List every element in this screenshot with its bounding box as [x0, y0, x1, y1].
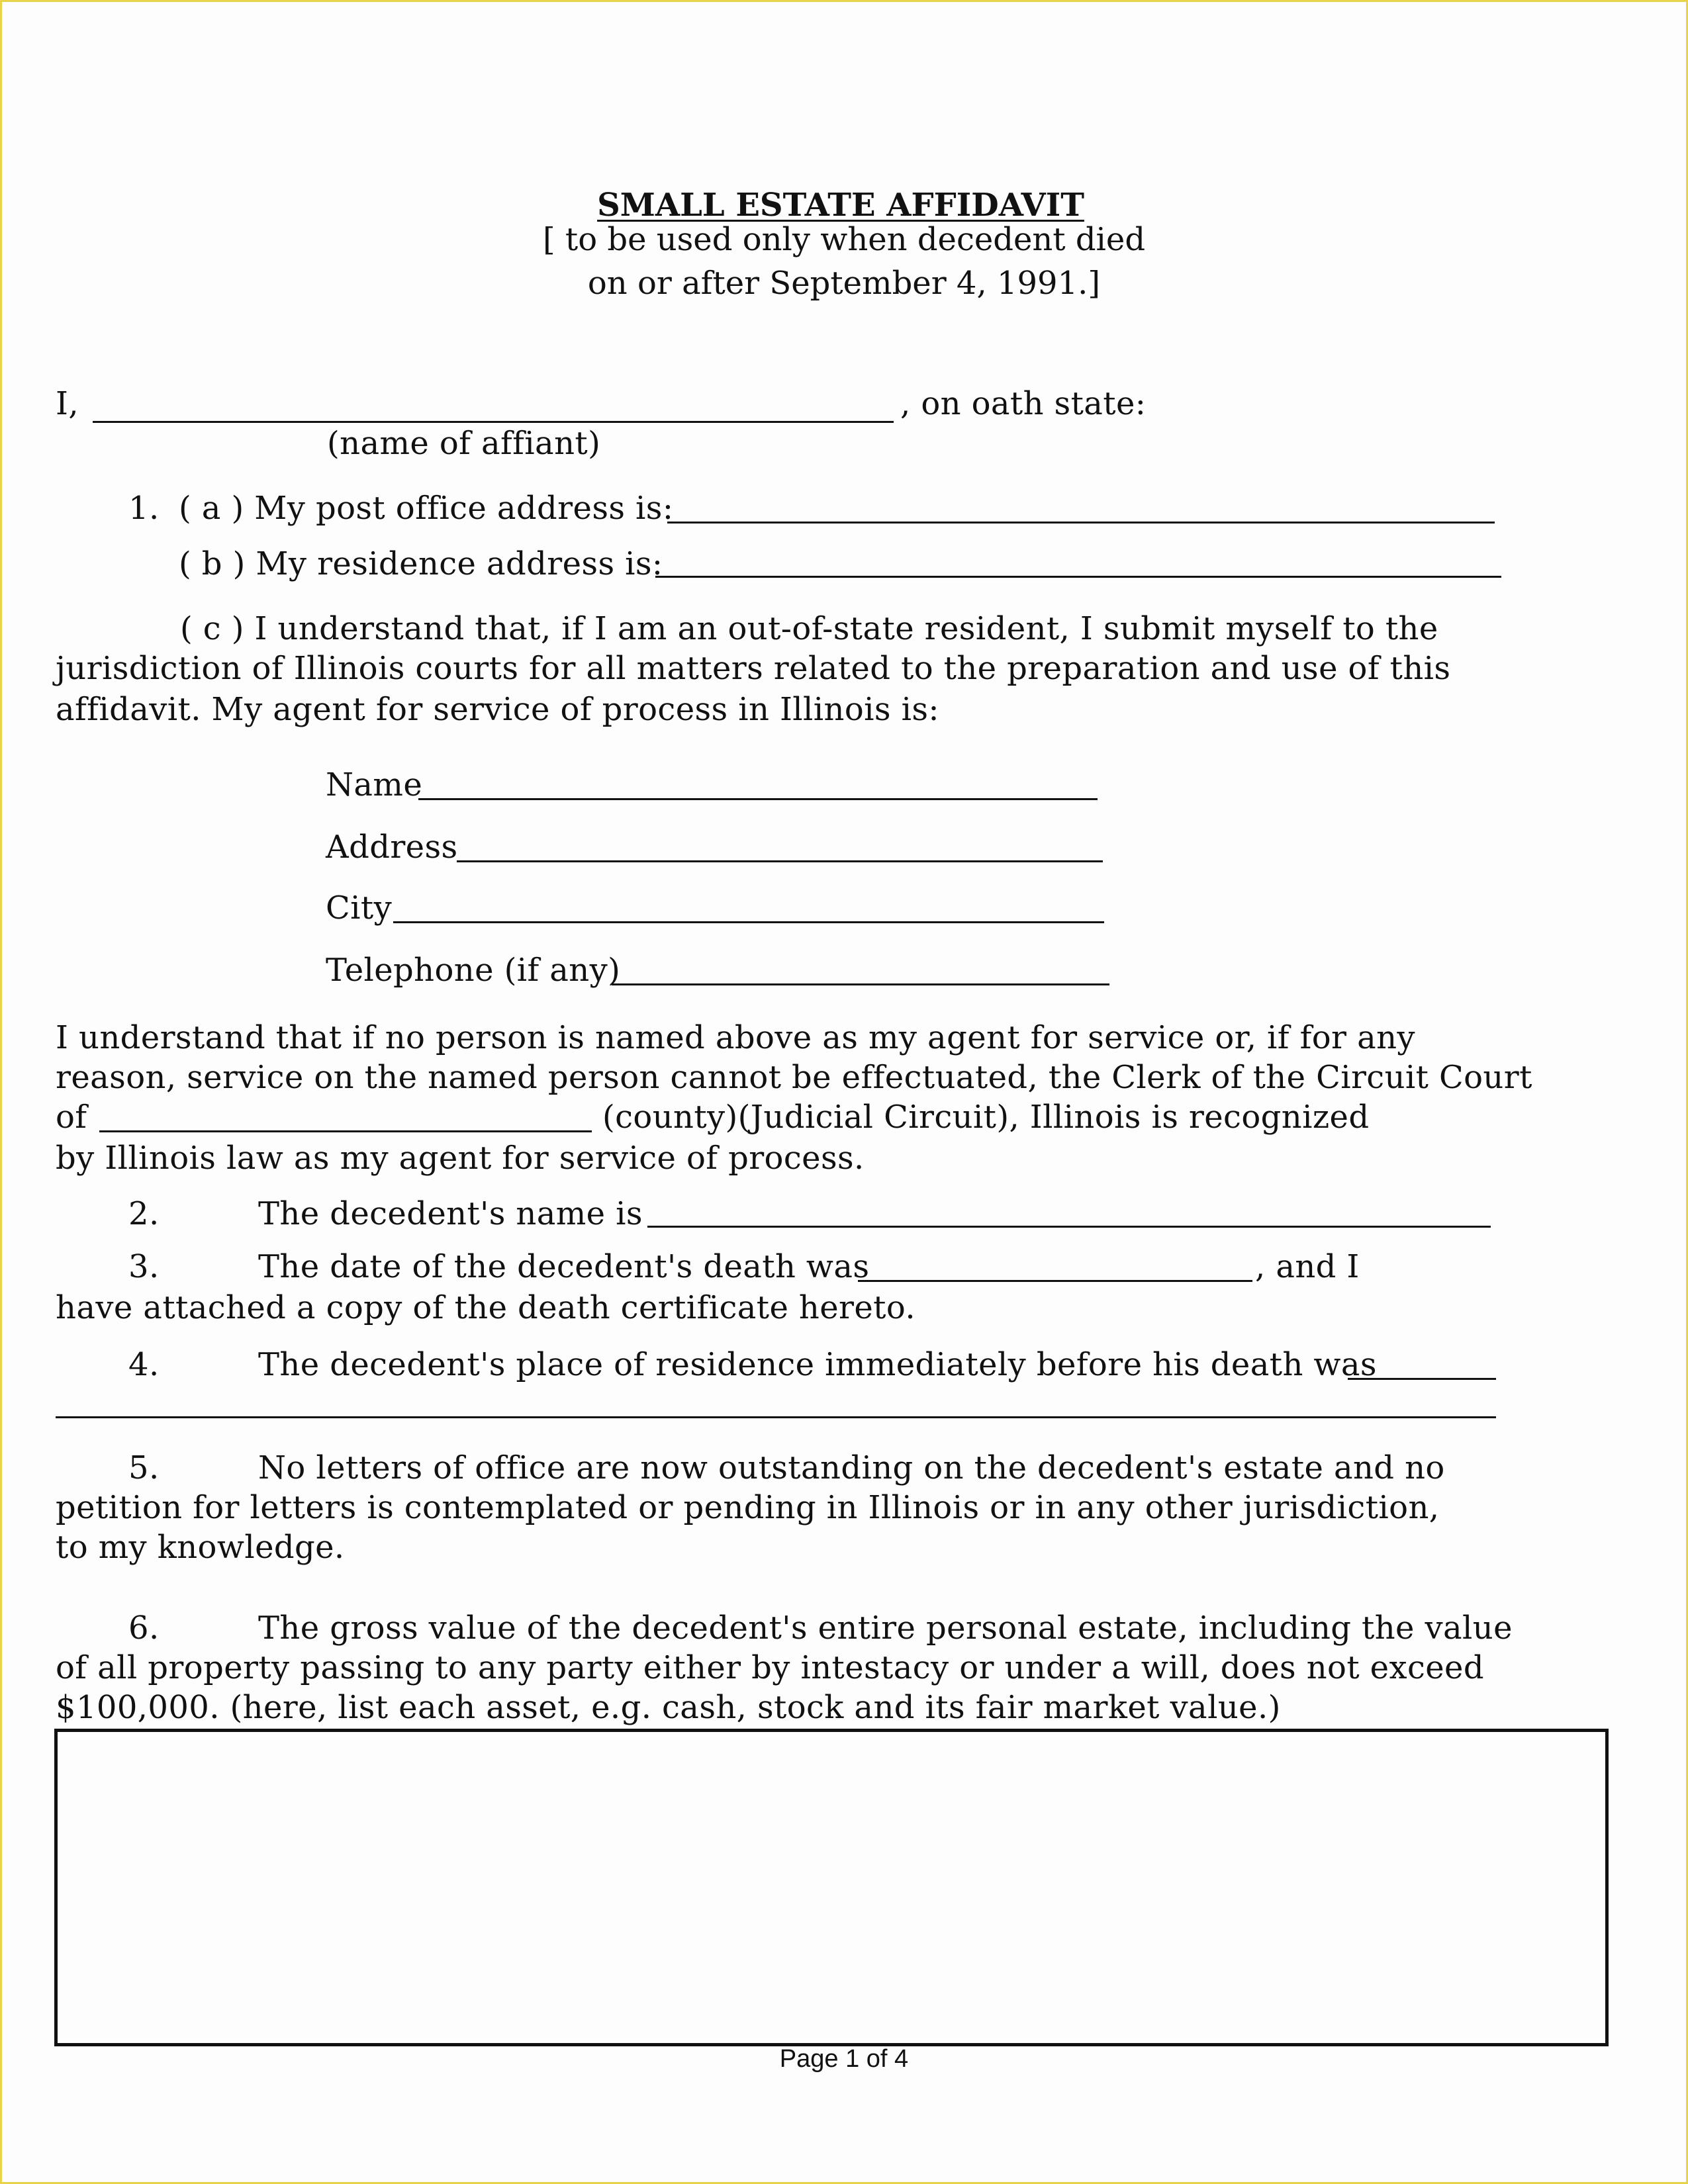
clerk-line-3-prefix: of — [56, 1099, 87, 1136]
item5-line-3: to my knowledge. — [56, 1529, 345, 1566]
agent-city-field[interactable] — [393, 921, 1104, 923]
decedent-name-field[interactable] — [647, 1226, 1491, 1228]
item2-number: 2. — [128, 1195, 160, 1232]
item1c-line-2: jurisdiction of Illinois courts for all matters related to the preparation and use of this — [56, 650, 1451, 687]
agent-address-label: Address — [326, 829, 458, 866]
item1c-line-3: affidavit. My agent for service of process in Illinois is: — [56, 691, 939, 728]
item5-line-1: No letters of office are now outstanding on the decedent's estate and no — [258, 1449, 1445, 1486]
document-title — [0, 187, 1681, 224]
item5-number: 5. — [128, 1449, 160, 1486]
item3-line-2: have attached a copy of the death certificate hereto. — [56, 1289, 915, 1326]
item3-number: 3. — [128, 1248, 160, 1285]
residence-field-line-2[interactable] — [56, 1416, 1496, 1418]
agent-city-label: City — [326, 889, 393, 927]
item1b-label: ( b ) My residence address is: — [179, 545, 663, 582]
subtitle-line-2: on or after September 4, 1991.] — [587, 265, 1101, 302]
asset-list-box[interactable] — [54, 1729, 1609, 2046]
affiant-prefix: I, — [56, 385, 79, 422]
item3-suffix: , and I — [1255, 1248, 1360, 1285]
agent-name-field[interactable] — [418, 798, 1098, 800]
agent-telephone-field[interactable] — [612, 983, 1109, 985]
clerk-line-3-suffix: (county)(Judicial Circuit), Illinois is recognized — [602, 1099, 1370, 1136]
affiant-name-field[interactable] — [93, 421, 894, 423]
item4-text: The decedent's place of residence immediately before his death was — [258, 1346, 1377, 1383]
item1-number: 1. — [128, 490, 160, 527]
agent-name-label: Name — [326, 766, 423, 803]
item6-line-3: $100,000. (here, list each asset, e.g. cash, stock and its fair market value.) — [56, 1689, 1281, 1726]
item6-line-1: The gross value of the decedent's entire personal estate, including the value — [258, 1610, 1513, 1647]
document-title-text: SMALL ESTATE AFFIDAVIT — [597, 187, 1084, 224]
item6-number: 6. — [128, 1610, 160, 1647]
clerk-line-4: by Illinois law as my agent for service of process. — [56, 1140, 865, 1177]
subtitle-line-1: [ to be used only when decedent died — [542, 221, 1146, 258]
post-office-address-field[interactable] — [667, 522, 1495, 523]
clerk-line-1: I understand that if no person is named above as my agent for service or, if for any — [56, 1019, 1415, 1056]
item4-number: 4. — [128, 1346, 160, 1383]
item1c-line-1: ( c ) I understand that, if I am an out-of-state resident, I submit myself to the — [180, 610, 1438, 647]
affiant-caption: (name of affiant) — [327, 425, 601, 462]
item5-line-2: petition for letters is contemplated or pending in Illinois or in any other jurisdiction, — [56, 1489, 1440, 1526]
residence-address-field[interactable] — [655, 576, 1501, 578]
agent-telephone-label: Telephone (if any) — [326, 952, 621, 989]
affiant-suffix: , on oath state: — [900, 385, 1147, 422]
item6-line-2: of all property passing to any party either by intestacy or under a will, does not exceed — [56, 1649, 1484, 1686]
death-date-field[interactable] — [858, 1280, 1252, 1282]
item2-text: The decedent's name is — [258, 1195, 643, 1232]
item3-text: The date of the decedent's death was — [258, 1248, 870, 1285]
clerk-line-2: reason, service on the named person cannot be effectuated, the Clerk of the Circuit Court — [56, 1059, 1532, 1096]
agent-address-field[interactable] — [457, 860, 1103, 862]
item1a-label: ( a ) My post office address is: — [179, 490, 674, 527]
county-field[interactable] — [99, 1130, 592, 1132]
page-number: Page 1 of 4 — [779, 2045, 909, 2073]
residence-field-line-1[interactable] — [1348, 1378, 1496, 1380]
